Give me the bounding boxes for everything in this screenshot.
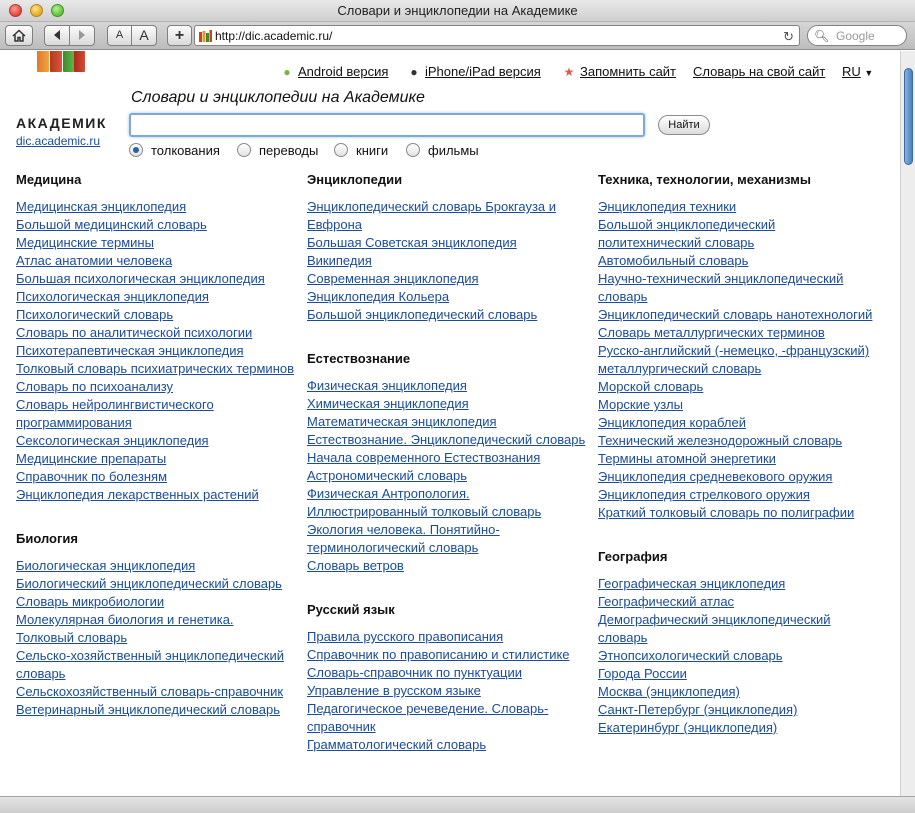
dictionary-link[interactable]: Грамматологический словарь <box>307 737 487 752</box>
back-button[interactable] <box>44 25 70 46</box>
window-titlebar <box>0 0 915 22</box>
dictionary-link[interactable]: Толковый словарь <box>16 630 128 645</box>
browser-search-field[interactable] <box>807 25 907 46</box>
dictionary-link[interactable]: Сексологическая энциклопедия <box>16 433 209 448</box>
brand-name: АКАДЕМИК <box>16 115 107 131</box>
dictionary-link[interactable]: Морской словарь <box>598 379 704 394</box>
dictionary-link[interactable]: Словарь ветров <box>307 558 404 573</box>
dictionary-link[interactable]: Географическая энциклопедия <box>598 576 786 591</box>
dictionary-link[interactable]: Словарь по аналитической психологии <box>16 325 253 340</box>
category-section <box>307 169 587 324</box>
dictionary-link[interactable]: Ветеринарный энциклопедический словарь <box>16 702 280 717</box>
dictionary-link[interactable]: Русско-английский (-немецко, -французский) металлургический словарь <box>598 343 870 376</box>
dictionary-link[interactable]: Энциклопедический словарь нанотехнологий <box>598 307 873 322</box>
dictionary-link[interactable]: Словарь-справочник по пунктуации <box>307 665 522 680</box>
category-heading: Техника, технологии, механизмы <box>598 172 811 187</box>
dictionary-link[interactable]: Психологическая энциклопедия <box>16 289 209 304</box>
dictionary-link[interactable]: Биологический энциклопедический словарь <box>16 576 282 591</box>
font-smaller-button[interactable]: A <box>107 25 132 46</box>
dictionary-link[interactable]: Географический атлас <box>598 594 735 609</box>
forward-arrow-icon <box>77 29 87 41</box>
home-button[interactable] <box>5 25 33 46</box>
dictionary-link[interactable]: Словарь по психоанализу <box>16 379 174 394</box>
dictionary-link[interactable]: Медицинские препараты <box>16 451 167 466</box>
site-favicon <box>199 30 212 42</box>
dictionary-link[interactable]: Города России <box>598 666 687 681</box>
dictionary-link[interactable]: Научно-технический энциклопедический словарь <box>598 271 844 304</box>
dictionary-link[interactable]: Химическая энциклопедия <box>307 396 469 411</box>
apple-icon: ● <box>410 65 418 79</box>
radio-dot <box>406 143 420 157</box>
dictionary-link[interactable]: Медицинская энциклопедия <box>16 199 187 214</box>
dictionary-link[interactable]: Словарь нейролингвистического программирования <box>16 397 214 430</box>
dictionary-link[interactable]: Термины атомной энергетики <box>598 451 776 466</box>
search-button[interactable]: Найти <box>658 115 710 135</box>
dictionary-link[interactable]: Управление в русском языке <box>307 683 481 698</box>
dictionary-link[interactable]: Энциклопедия Кольера <box>307 289 450 304</box>
scrollbar-thumb[interactable] <box>904 68 913 165</box>
address-url[interactable]: http://dic.academic.ru/ <box>215 29 333 43</box>
dictionary-link[interactable]: Биологическая энциклопедия <box>16 558 196 573</box>
status-bar <box>0 796 915 813</box>
dictionary-link[interactable]: Справочник по болезням <box>16 469 168 484</box>
dictionary-link[interactable]: Психотерапевтическая энциклопедия <box>16 343 244 358</box>
language-select[interactable]: RU ▼ <box>842 64 874 79</box>
dictionary-link[interactable]: Энциклопедия кораблей <box>598 415 746 430</box>
brand-url-link[interactable]: dic.academic.ru <box>16 134 101 148</box>
android-version-link[interactable]: ● Android версия <box>280 64 388 79</box>
iphone-version-link[interactable]: ● iPhone/iPad версия <box>407 64 541 79</box>
add-bookmark-button[interactable]: + <box>167 25 192 46</box>
dictionary-link[interactable]: Толковый словарь психиатрических терминов <box>16 361 295 376</box>
category-heading: Медицина <box>16 172 82 187</box>
dictionary-link[interactable]: Словарь металлургических терминов <box>598 325 825 340</box>
dictionary-link[interactable]: Энциклопедический словарь Брокгауза и Евфрона <box>307 199 557 232</box>
dictionary-link[interactable]: Демографический энциклопедический словарь <box>598 612 831 645</box>
dictionary-link[interactable]: Большой энциклопедический словарь <box>307 307 538 322</box>
dictionary-link[interactable]: Словарь микробиологии <box>16 594 165 609</box>
radio-dot <box>334 143 348 157</box>
dictionary-link[interactable]: Атлас анатомии человека <box>16 253 173 268</box>
dictionary-link[interactable]: Энциклопедия техники <box>598 199 737 214</box>
dictionary-link[interactable]: Справочник по правописанию и стилистике <box>307 647 570 662</box>
dictionary-link[interactable]: Большая психологическая энциклопедия <box>16 271 265 286</box>
dictionary-link[interactable]: Астрономический словарь <box>307 468 467 483</box>
category-heading: Энциклопедии <box>307 172 403 187</box>
dictionary-link[interactable]: Иллюстрированный толковый словарь <box>307 504 542 519</box>
radio-dot <box>237 143 251 157</box>
dictionary-link[interactable]: Энциклопедия стрелкового оружия <box>598 487 810 502</box>
category-column-2 <box>307 169 587 778</box>
search-icon: 🔍︎ <box>814 29 830 43</box>
category-section <box>16 528 296 719</box>
reload-icon[interactable]: ↻ <box>783 29 794 44</box>
dropdown-arrow-icon: ▼ <box>864 68 874 78</box>
address-bar[interactable] <box>194 25 800 46</box>
category-section <box>16 169 296 504</box>
bookmark-site-link[interactable]: ★ Запомнить сайт <box>563 64 677 79</box>
dictionary-link[interactable]: Этнопсихологический словарь <box>598 648 783 663</box>
dictionary-link[interactable]: Санкт-Петербург (энциклопедия) <box>598 702 798 717</box>
dictionary-link[interactable]: Правила русского правописания <box>307 629 504 644</box>
back-arrow-icon <box>52 29 62 41</box>
category-section <box>307 599 587 754</box>
dictionary-link[interactable]: Москва (энциклопедия) <box>598 684 740 699</box>
category-section <box>598 169 878 522</box>
radio-dot <box>129 143 143 157</box>
dictionary-link[interactable]: Современная энциклопедия <box>307 271 479 286</box>
category-heading: География <box>598 549 668 564</box>
dictionary-link[interactable]: Энциклопедия средневекового оружия <box>598 469 833 484</box>
dictionary-link[interactable]: Энциклопедия лекарственных растений <box>16 487 259 502</box>
dictionary-link[interactable]: Екатеринбург (энциклопедия) <box>598 720 778 735</box>
category-heading: Биология <box>16 531 78 546</box>
page-content: АКАДЕМИК dic.academic.ru ● Android версия ● iPhone/iPad версия ★ Запомнить сайт Словарь на свой сайт RU ▼ Словари и энциклопедии на Академике Найти толкования переводы книги фильмы Медицина Медицинская энциклопедия Большой медицинский словарь Медицинские термины Атлас анатомии человека Большая психологическая энциклопедия Психологическая энциклопедия Психологический словарь Словарь по аналитической психологии Психотерапевтическая энциклопедия Толковый словарь психиатрических терминов Словарь по психоанализу Словарь нейролингвистического программирования Сексологическая энциклопедия Медицинские препараты Справочник по болезням Энциклопедия лекарственных растений Биология Биологическая энциклопедия Биологический энциклопедический словарь Словарь микробиологии Молекулярная биология и генетика. Толковый словарь Сельско-хозяйственный энциклопедический словарь Сельскохозяйственный словарь-справочник Ветеринарный энциклопедический словарь Энциклопедии Энциклопедический словарь Брокгауза и Евфрона Большая Советская энциклопедия Википедия Современная энциклопедия Энциклопедия Кольера Большой энциклопедический словарь Естествознание Физическая энциклопедия Химическая энциклопедия Математическая энциклопедия Естествознание. Энциклопедический словарь Начала современного Естествознания Астрономический словарь Физическая Антропология. Иллюстрированный толковый словарь Экология человека. Понятийно-терминологический словарь Словарь ветров Русский язык Правила русского правописания Справочник по правописанию и стилистике Словарь-справочник по пунктуации Управление в русском языке Педагогическое речеведение. Словарь-справочник Грамматологический словарь Техника, технологии, механизмы Энциклопедия техники Большой энциклопедический политехнический словарь Автомобильный словарь Научно-технический энциклопедический словарь Энциклопедический словарь нанотехнологий Словарь металлургических терминов Русско-английский (-немецко, -французский) металлургический словарь Морской словарь Морские узлы Энциклопедия кораблей Технический железнодорожный словарь Термины атомной энергетики Энциклопедия средневекового оружия Энциклопедия стрелкового оружия Краткий толковый словарь по полиграфии География Географическая энциклопедия Географический атлас Демографический энциклопедический словарь Этнопсихологический словарь Города России Москва (энциклопедия) Санкт-Петербург (энциклопедия) Екатеринбург (энциклопедия) <box>0 51 900 796</box>
dictionary-link[interactable]: Математическая энциклопедия <box>307 414 497 429</box>
search-input[interactable] <box>129 113 645 137</box>
dictionary-link[interactable]: Технический железнодорожный словарь <box>598 433 843 448</box>
home-icon <box>12 29 26 42</box>
dictionary-link[interactable]: Медицинские термины <box>16 235 154 250</box>
category-heading: Русский язык <box>307 602 395 617</box>
category-heading: Естествознание <box>307 351 411 366</box>
dictionary-link[interactable]: Большая Советская энциклопедия <box>307 235 517 250</box>
widget-link[interactable]: Словарь на свой сайт <box>693 64 826 79</box>
dictionary-link[interactable]: Большой медицинский словарь <box>16 217 207 232</box>
dictionary-link[interactable]: Сельско-хозяйственный энциклопедический словарь <box>16 648 285 681</box>
dictionary-link[interactable]: Морские узлы <box>598 397 683 412</box>
search-placeholder: Google <box>836 29 875 43</box>
dictionary-link[interactable]: Физическая Антропология. <box>307 486 470 501</box>
site-title: Словари и энциклопедии на Академике <box>131 89 425 106</box>
star-icon: ★ <box>563 65 575 79</box>
dictionary-link[interactable]: Краткий толковый словарь по полиграфии <box>598 505 855 520</box>
dictionary-link[interactable]: Педагогическое речеведение. Словарь-справочник <box>307 701 549 734</box>
forward-button[interactable] <box>69 25 95 46</box>
category-column-3 <box>598 169 878 761</box>
dictionary-link[interactable]: Экология человека. Понятийно-терминологический словарь <box>307 522 500 555</box>
dictionary-link[interactable]: Автомобильный словарь <box>598 253 749 268</box>
dictionary-link[interactable]: Психологический словарь <box>16 307 174 322</box>
category-section <box>307 348 587 575</box>
android-icon: ● <box>283 65 291 79</box>
dictionary-link[interactable]: Естествознание. Энциклопедический словарь <box>307 432 586 447</box>
font-larger-button[interactable]: A <box>131 25 157 46</box>
category-column-1 <box>16 169 296 743</box>
dictionary-link[interactable]: Молекулярная биология и генетика. <box>16 612 234 627</box>
dictionary-link[interactable]: Физическая энциклопедия <box>307 378 467 393</box>
dictionary-link[interactable]: Большой энциклопедический политехнический словарь <box>598 217 776 250</box>
browser-toolbar <box>0 22 915 50</box>
dictionary-link[interactable]: Начала современного Естествознания <box>307 450 541 465</box>
dictionary-link[interactable]: Сельскохозяйственный словарь-справочник <box>16 684 284 699</box>
window-title: Словари и энциклопедии на Академике <box>337 3 578 18</box>
dictionary-link[interactable]: Википедия <box>307 253 372 268</box>
vertical-scrollbar[interactable] <box>900 51 915 796</box>
category-section <box>598 546 878 737</box>
